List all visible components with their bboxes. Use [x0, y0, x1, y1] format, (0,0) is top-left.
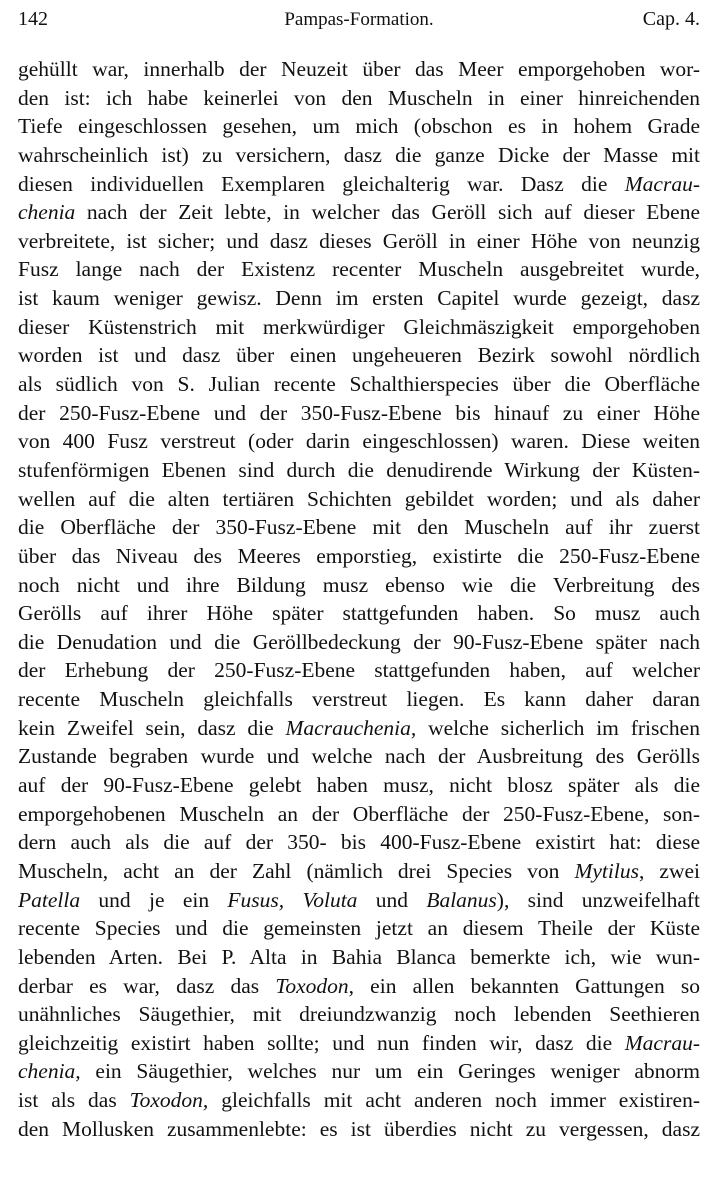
text-line	[18, 1057, 700, 1086]
text-segment: lebenden Arten. Bei P. Alta in Bahia Blanca bemerkte ich, wie wun-	[18, 944, 700, 969]
text-segment: stufenförmigen Ebenen sind durch die denudirende Wirkung der Küsten-	[18, 457, 700, 482]
text-segment: worden ist und dasz über einen ungeheueren Bezirk sowohl nördlich	[18, 343, 700, 368]
text-segment: ist als das	[18, 1088, 130, 1113]
text-line	[18, 485, 700, 514]
text-segment: gehüllt war, innerhalb der Neuzeit über das Meer emporgehoben wor-	[18, 57, 700, 81]
text-line	[18, 427, 700, 456]
text-line	[18, 972, 700, 1001]
text-segment: dieser Küstenstrich mit merkwürdiger Gleichmäszigkeit emporgehoben	[18, 314, 700, 339]
text-segment: und je ein	[80, 887, 228, 912]
text-line	[18, 571, 700, 600]
body-text	[18, 55, 700, 1143]
text-line	[18, 1000, 700, 1029]
text-line	[18, 656, 700, 685]
italic-term: chenia	[18, 200, 76, 225]
text-line	[18, 828, 700, 857]
text-segment: gleichzeitig existirt haben sollte; und nun finden wir, dasz die	[18, 1030, 625, 1055]
page-header	[18, 8, 700, 36]
text-segment: diesen individuellen Exemplaren gleichalterig war. Dasz die	[18, 171, 625, 196]
text-segment: emporgehobenen Muscheln an der Oberfläche der 250-Fusz-Ebene, son-	[18, 801, 700, 826]
text-line	[18, 685, 700, 714]
text-line	[18, 370, 700, 399]
text-segment: von 400 Fusz verstreut (oder darin eingeschlossen) waren. Diese weiten	[18, 429, 700, 454]
text-segment: ist kaum weniger gewisz. Denn im ersten Capitel wurde gezeigt, dasz	[18, 286, 700, 311]
text-segment: Tiefe eingeschlossen gesehen, um mich (obschon es in hohem Grade	[18, 114, 700, 139]
text-segment: die Denudation und die Geröllbedeckung der 90-Fusz-Ebene später nach	[18, 629, 700, 654]
text-line	[18, 255, 700, 284]
text-line	[18, 1029, 700, 1058]
text-line	[18, 170, 700, 199]
text-segment: als südlich von S. Julian recente Schalthierspecies über die Oberfläche	[18, 372, 700, 397]
text-segment: , zwei	[638, 858, 700, 883]
text-segment: kein Zweifel sein, dasz die	[18, 715, 286, 740]
text-line	[18, 714, 700, 743]
text-segment: verbreitete, ist sicher; und dasz dieses Geröll in einer Höhe von neunzig	[18, 228, 700, 253]
text-segment: unähnliches Säugethier, mit dreiundzwanzig noch lebenden Seethieren	[18, 1002, 700, 1027]
text-line	[18, 55, 700, 84]
running-title: Pampas-Formation.	[284, 9, 434, 30]
text-segment: der 250-Fusz-Ebene und der 350-Fusz-Ebene bis hinauf zu einer Höhe	[18, 400, 700, 425]
text-segment: der Erhebung der 250-Fusz-Ebene stattgefunden haben, auf welcher	[18, 658, 700, 683]
text-segment: wahrscheinlich ist) zu versichern, dasz die ganze Dicke der Masse mit	[18, 142, 700, 167]
text-segment: auf der 90-Fusz-Ebene gelebt haben musz, nicht blosz später als die	[18, 773, 700, 798]
text-line	[18, 771, 700, 800]
text-line	[18, 1086, 700, 1115]
text-segment: recente Species und die gemeinsten jetzt an diesem Theile der Küste	[18, 916, 700, 941]
italic-term: Patella	[18, 887, 81, 912]
text-line	[18, 284, 700, 313]
italic-term: Balanus	[426, 887, 497, 912]
text-line	[18, 1115, 700, 1144]
text-segment: wellen auf die alten tertiären Schichten gebildet worden; und als daher	[18, 486, 700, 511]
text-line	[18, 313, 700, 342]
text-segment: Zustande begraben wurde und welche nach der Ausbreitung des Gerölls	[18, 744, 700, 769]
text-line	[18, 141, 700, 170]
text-line	[18, 513, 700, 542]
chapter-label: Cap. 4.	[642, 8, 700, 30]
text-segment: gleichfalls mit acht anderen noch immer existiren-	[208, 1088, 700, 1113]
text-segment: über das Niveau des Meeres emporstieg, existirte die 250-Fusz-Ebene	[18, 543, 700, 568]
text-line	[18, 542, 700, 571]
text-segment: dern auch als die auf der 350- bis 400-Fusz-Ebene existirt hat: diese	[18, 830, 700, 855]
text-line	[18, 456, 700, 485]
text-line	[18, 84, 700, 113]
text-segment: nach der Zeit lebte, in welcher das Geröll sich auf dieser Ebene	[75, 200, 700, 225]
text-line	[18, 198, 700, 227]
text-segment: Muscheln, acht an der Zahl (nämlich drei Species von	[18, 858, 575, 883]
text-line	[18, 112, 700, 141]
text-segment: Fusz lange nach der Existenz recenter Muscheln ausgebreitet wurde,	[18, 257, 700, 282]
italic-term: Macrau-	[624, 171, 700, 196]
italic-term: Toxodon	[275, 973, 349, 998]
text-segment: den Mollusken zusammenlebte: es ist überdies nicht zu vergessen, dasz	[18, 1116, 700, 1141]
text-line	[18, 399, 700, 428]
text-line	[18, 800, 700, 829]
text-segment: welche sicherlich im frischen	[416, 715, 700, 740]
text-segment: derbar es war, dasz das	[18, 973, 276, 998]
text-segment: Gerölls auf ihrer Höhe später stattgefunden haben. So musz auch	[18, 601, 700, 626]
italic-term: chenia,	[18, 1059, 81, 1084]
italic-term: Mytilus	[574, 858, 639, 883]
italic-term: Macrauchenia,	[285, 715, 417, 740]
text-line	[18, 599, 700, 628]
text-line	[18, 742, 700, 771]
text-line	[18, 857, 700, 886]
italic-term: Toxodon,	[129, 1088, 209, 1113]
text-line	[18, 886, 700, 915]
text-line	[18, 628, 700, 657]
text-line	[18, 943, 700, 972]
text-segment: , ein allen bekannten Gattungen so	[348, 973, 700, 998]
italic-term: Macrau-	[624, 1030, 700, 1055]
text-line	[18, 341, 700, 370]
text-segment: die Oberfläche der 350-Fusz-Ebene mit den Muscheln auf ihr zuerst	[18, 515, 700, 540]
text-segment: recente Muscheln gleichfalls verstreut liegen. Es kann daher daran	[18, 687, 700, 712]
text-line	[18, 914, 700, 943]
text-segment: noch nicht und ihre Bildung musz ebenso wie die Verbreitung des	[18, 572, 700, 597]
italic-term: Fusus, Voluta	[227, 887, 358, 912]
text-segment: ein Säugethier, welches nur um ein Geringes weniger abnorm	[80, 1059, 700, 1084]
text-segment: und	[357, 887, 427, 912]
text-segment: ), sind unzweifelhaft	[496, 887, 700, 912]
text-line	[18, 227, 700, 256]
page-number: 142	[18, 8, 48, 30]
text-segment: den ist: ich habe keinerlei von den Muscheln in einer hinreichenden	[18, 85, 700, 110]
